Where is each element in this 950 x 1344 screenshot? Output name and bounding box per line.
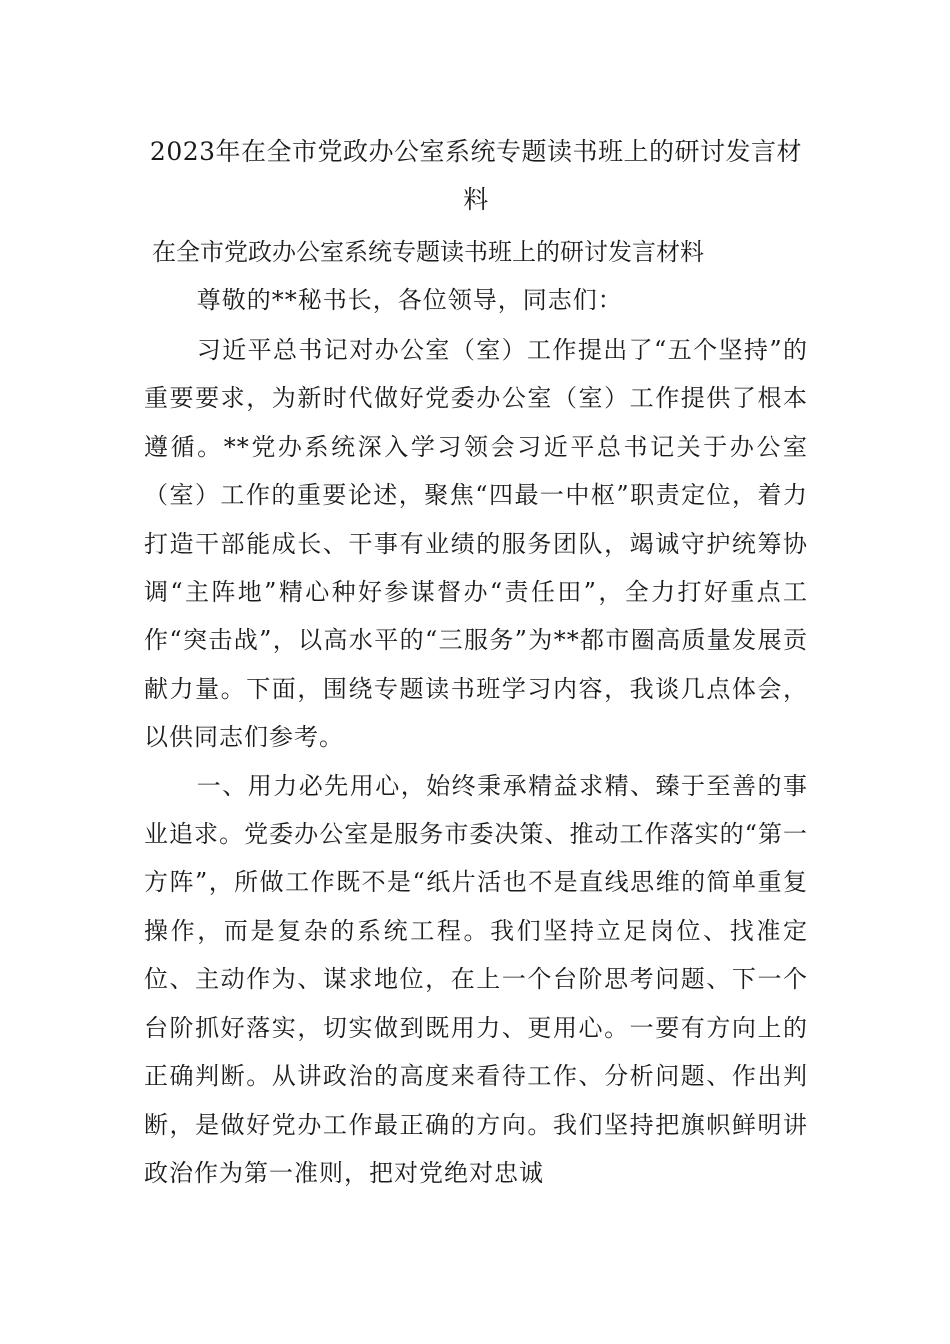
document-title: 2023年在全市党政办公室系统专题读书班上的研讨发言材料 bbox=[149, 137, 803, 214]
paragraph-section-one: 一、用力必先用心，始终秉承精益求精、臻于至善的事业追求。党委办公室是服务市委决策、推动工作落实的“第一方阵”，所做工作既不是“纸片活也不是直线思维的简单重复操作，而是复杂的系统工程。我们坚持立足岗位、找准定位、主动作为、谋求地位，在上一个台阶思考问题、下一个台阶抓好落实，切实做到既用力、更用心。一要有方向上的正确判断。从讲政治的高度来看待工作、分析问题、作出判断，是做好党办工作最正确的方向。我们坚持把旗帜鲜明讲政治作为第一准则，把对党绝对忠诚 bbox=[144, 771, 808, 1187]
greeting: 尊敬的**秘书长，各位领导，同志们： bbox=[196, 286, 623, 314]
document-subtitle: 在全市党政办公室系统专题读书班上的研讨发言材料 bbox=[152, 238, 704, 266]
document-body bbox=[144, 280, 808, 1197]
paragraph-intro: 习近平总书记对办公室（室）工作提出了“五个坚持”的重要要求，为新时代做好党委办公室（室）工作提供了根本遵循。**党办系统深入学习领会习近平总书记关于办公室（室）工作的重要论述，聚焦“四最一中枢”职责定位，着力打造干部能成长、干事有业绩的服务团队，竭诚守护统筹协调“主阵地”精心种好参谋督办“责任田”，全力打好重点工作“突击战”，以高水平的“三服务”为**都市圈高质量发展贡献力量。下面，围绕专题读书班学习内容，我谈几点体会，以供同志们参考。 bbox=[144, 336, 808, 752]
